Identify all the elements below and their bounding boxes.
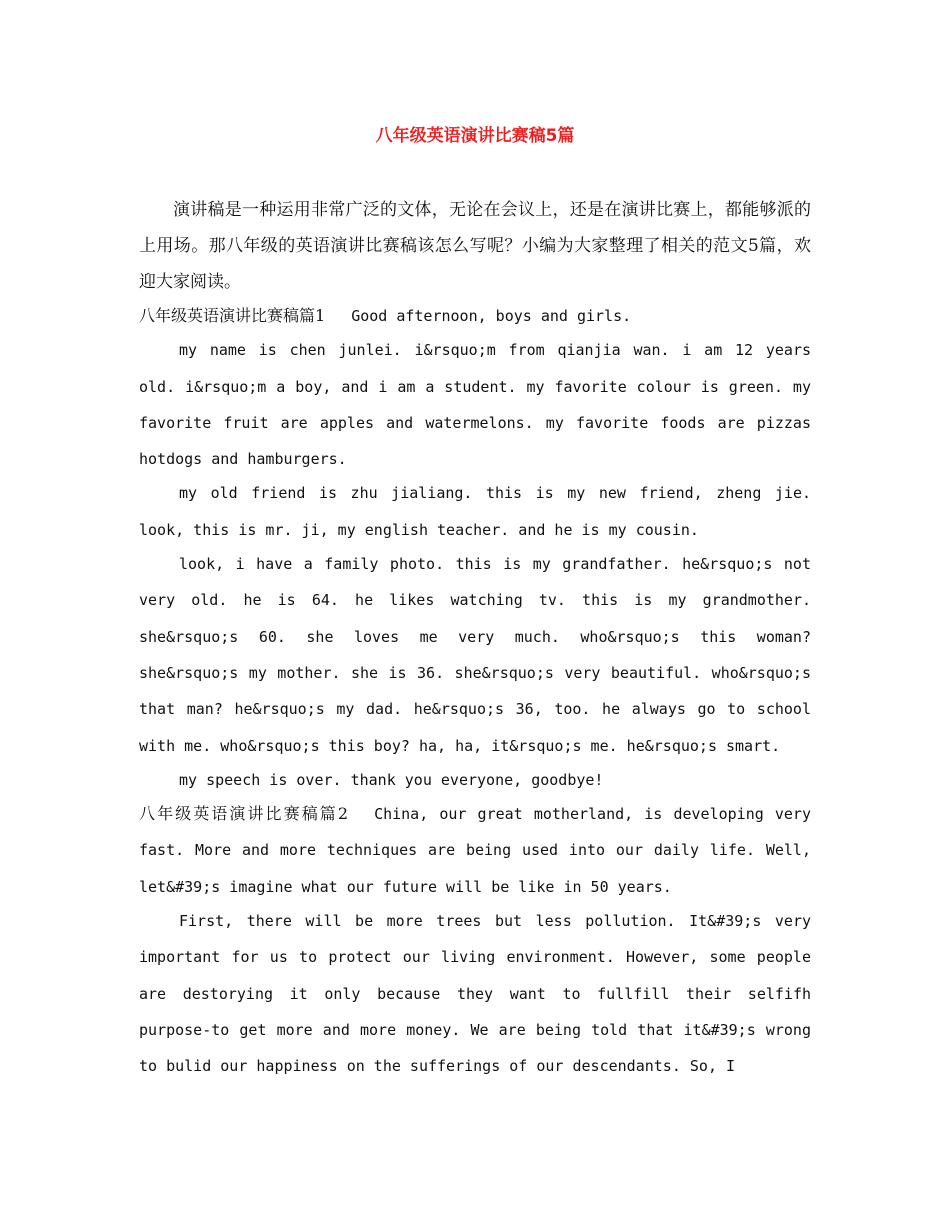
section-2-heading: 八年级英语演讲比赛稿篇2 (139, 804, 349, 824)
section-2-first-line: China, our great motherland, is developing very fast. More and more techniques are being used into our daily life. Well, let&#39;s imagine what our future will be like in 50 years. (139, 805, 811, 896)
section-1-paragraph-3: look, i have a family photo. this is my grandfather. he&rsquo;s not very old. he is 64. he likes watching tv. this is my grandmother. she&rsquo;s 60. she loves me very much. who&rsquo;s this woman? she&rsquo;s my mother. she is 36. she&rsquo;s very beautiful. who&rsquo;s that man? he&rsquo;s my dad. he&rsquo;s 36, too. he always go to school with me. who&rsquo;s this boy? ha, ha, it&rsquo;s me. he&rsquo;s smart. (139, 555, 811, 755)
section-1-heading: 八年级英语演讲比赛稿篇1 (139, 306, 326, 325)
section-1-paragraph-2: my old friend is zhu jialiang. this is my new friend, zheng jie. look, this is mr. ji, my english teacher. and he is my cousin. (139, 484, 811, 539)
document-title: 八年级英语演讲比赛稿5篇 (375, 126, 575, 146)
section-2-paragraph-1: First, there will be more trees but less pollution. It&#39;s very important for us to protect our living environment. However, some people are destorying it only because they want to fullfill their selfifh purpose-to get more and more money. We are being told that it&#39;s wrong to bulid our happiness on the sufferings of our descendants. So, I (139, 912, 811, 1076)
intro-paragraph: 演讲稿是一种运用非常广泛的文体，无论在会议上，还是在演讲比赛上，都能够派的上用场。那八年级的英语演讲比赛稿该怎么写呢？小编为大家整理了相关的范文5篇，欢迎大家阅读。 (139, 200, 811, 292)
document-body (139, 298, 811, 1083)
section-1-paragraph-1: my name is chen junlei. i&rsquo;m from qianjia wan. i am 12 years old. i&rsquo;m a boy, and i am a student. my favorite colour is green. my favorite fruit are apples and watermelons. my favorite foods are pizzas hotdogs and hamburgers. (139, 341, 811, 469)
section-2-heading-line (139, 796, 811, 905)
section-1-paragraph-4: my speech is over. thank you everyone, goodbye! (179, 770, 604, 789)
section-1-heading-line (139, 298, 811, 334)
section-1-first-line: Good afternoon, boys and girls. (351, 307, 632, 325)
